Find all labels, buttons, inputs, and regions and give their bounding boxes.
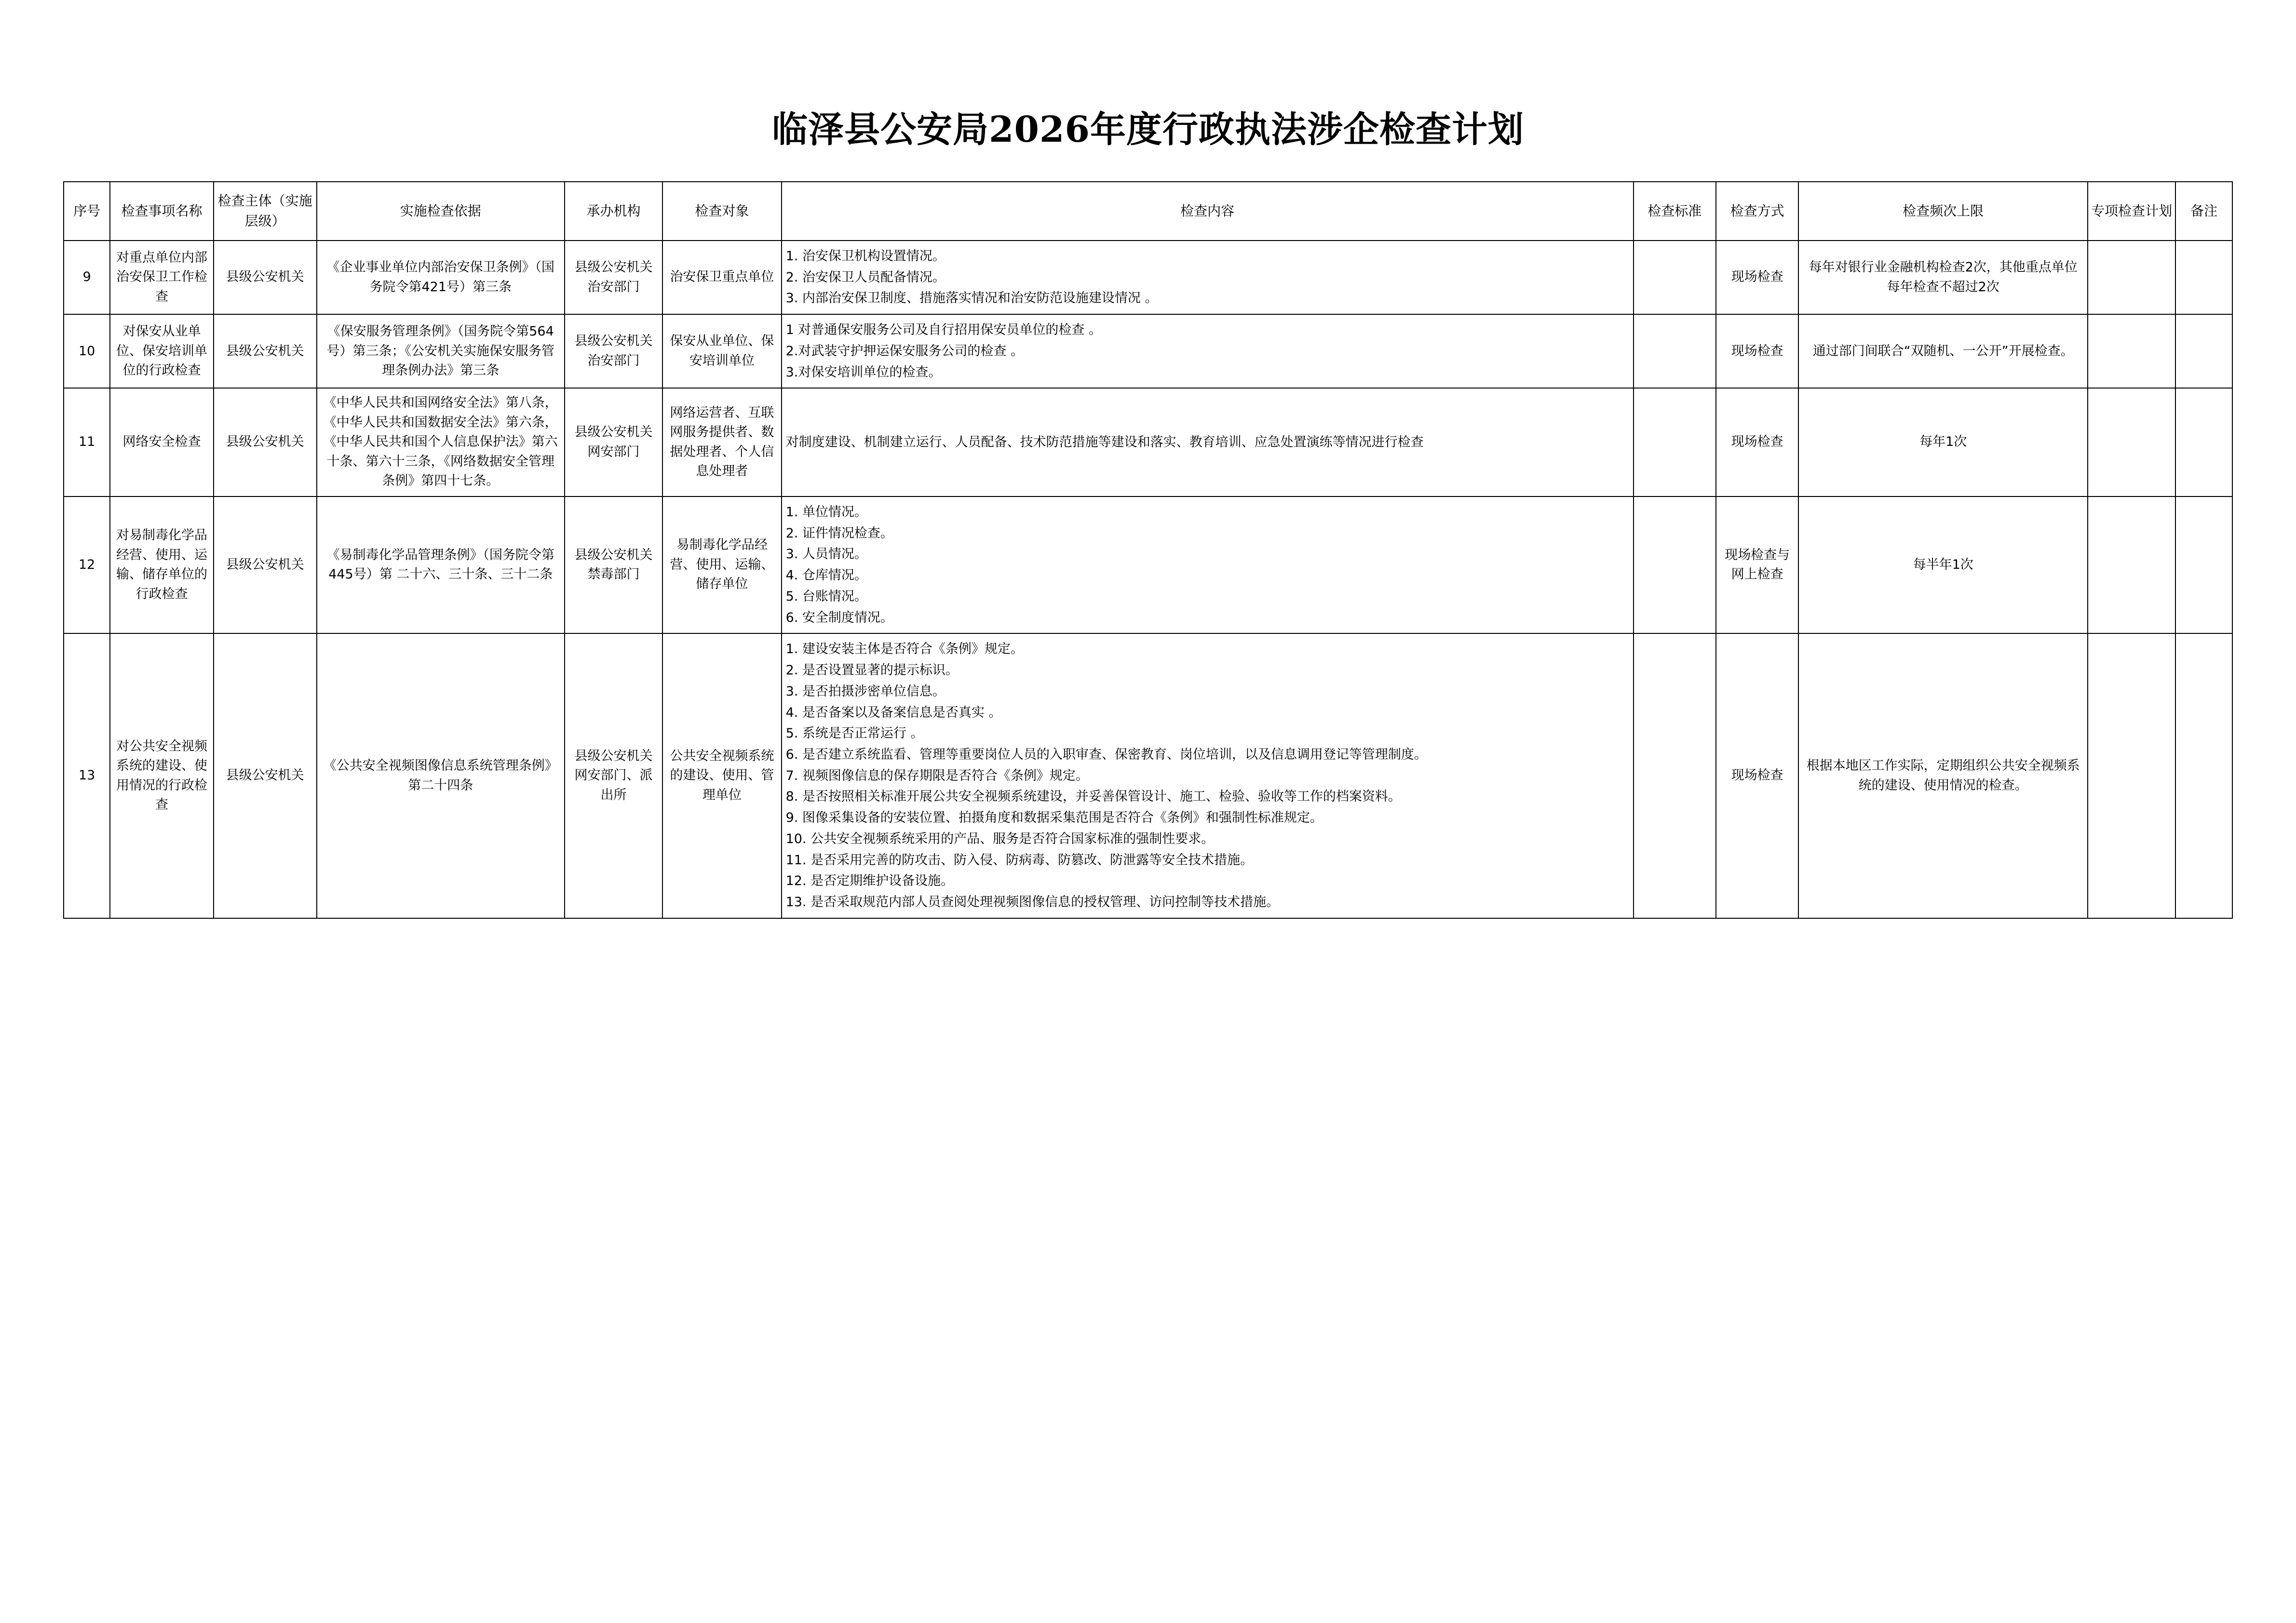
cell-subject: 县级公安机关 [214, 496, 317, 633]
cell-basis: 《公共安全视频图像信息系统管理条例》第二十四条 [317, 633, 565, 918]
table-row [64, 496, 2232, 633]
cell-subject: 县级公安机关 [214, 633, 317, 918]
column-header-subject: 检查主体（实施层级） [214, 182, 317, 241]
cell-method: 现场检查 [1716, 388, 1798, 496]
cell-remark [2175, 633, 2232, 918]
cell-special_plan [2088, 496, 2175, 633]
table-row [64, 241, 2232, 314]
cell-index: 13 [64, 633, 110, 918]
cell-standard [1634, 314, 1716, 388]
cell-index: 12 [64, 496, 110, 633]
cell-frequency: 每半年1次 [1798, 496, 2088, 633]
cell-standard [1634, 633, 1716, 918]
cell-special_plan [2088, 314, 2175, 388]
column-header-index: 序号 [64, 182, 110, 241]
cell-agency: 县级公安机关网安部门 [565, 388, 662, 496]
column-header-special-plan: 专项检查计划 [2088, 182, 2175, 241]
cell-content: 1. 治安保卫机构设置情况。 2. 治安保卫人员配备情况。 3. 内部治安保卫制度、措施落实情况和治安防范设施建设情况 。 [782, 241, 1634, 314]
cell-item_name: 对易制毒化学品经营、使用、运输、储存单位的行政检查 [110, 496, 213, 633]
column-header-remark: 备注 [2175, 182, 2232, 241]
cell-method: 现场检查 [1716, 633, 1798, 918]
cell-special_plan [2088, 241, 2175, 314]
cell-content: 1. 建设安装主体是否符合《条例》规定。 2. 是否设置显著的提示标识。 3. 是否拍摄涉密单位信息。 4. 是否备案以及备案信息是否真实 。 5. 系统是否正常运行 。 6. 是否建立系统监看、管理等重要岗位人员的入职审查、保密教育、岗位培训，以及信息调用登记等管理制度。 7. 视频图像信息的保存期限是否符合《条例》规定。 8. 是否按照相关标准开展公共安全视频系统建设，并妥善保管设计、施工、检验、验收等工作的档案资料。 9. 图像采集设备的安装位置、拍摄角度和数据采集范围是否符合《条例》和强制性标准规定。 10. 公共安全视频系统采用的产品、服务是否符合国家标准的强制性要求。 11. 是否采用完善的防攻击、防入侵、防病毒、防篡改、防泄露等安全技术措施。 12. 是否定期维护设备设施。 13. 是否采取规范内部人员查阅处理视频图像信息的授权管理、访问控制等技术措施。 [782, 633, 1634, 918]
cell-method: 现场检查 [1716, 314, 1798, 388]
cell-method: 现场检查与网上检查 [1716, 496, 1798, 633]
cell-item_name: 对重点单位内部治安保卫工作检查 [110, 241, 213, 314]
cell-subject: 县级公安机关 [214, 314, 317, 388]
cell-basis: 《保安服务管理条例》（国务院令第564号）第三条；《公安机关实施保安服务管理条例办法》第三条 [317, 314, 565, 388]
cell-agency: 县级公安机关治安部门 [565, 241, 662, 314]
cell-target: 网络运营者、互联网服务提供者、数据处理者、个人信息处理者 [662, 388, 781, 496]
cell-frequency: 通过部门间联合“双随机、一公开”开展检查。 [1798, 314, 2088, 388]
column-header-method: 检查方式 [1716, 182, 1798, 241]
cell-remark [2175, 496, 2232, 633]
cell-standard [1634, 388, 1716, 496]
table-row [64, 388, 2232, 496]
cell-basis: 《易制毒化学品管理条例》（国务院令第445号）第 二十六、三十条、三十二条 [317, 496, 565, 633]
cell-agency: 县级公安机关禁毒部门 [565, 496, 662, 633]
cell-content: 1. 单位情况。 2. 证件情况检查。 3. 人员情况。 4. 仓库情况。 5. 台账情况。 6. 安全制度情况。 [782, 496, 1634, 633]
column-header-basis: 实施检查依据 [317, 182, 565, 241]
cell-target: 保安从业单位、保安培训单位 [662, 314, 781, 388]
cell-basis: 《中华人民共和国网络安全法》第八条，《中华人民共和国数据安全法》第六条，《中华人民共和国个人信息保护法》第六十条、第六十三条，《网络数据安全管理条例》第四十七条。 [317, 388, 565, 496]
cell-item_name: 网络安全检查 [110, 388, 213, 496]
cell-special_plan [2088, 388, 2175, 496]
cell-index: 9 [64, 241, 110, 314]
cell-remark [2175, 241, 2232, 314]
column-header-agency: 承办机构 [565, 182, 662, 241]
table-header-row [64, 182, 2232, 241]
column-header-item-name: 检查事项名称 [110, 182, 213, 241]
cell-agency: 县级公安机关治安部门 [565, 314, 662, 388]
cell-item_name: 对公共安全视频系统的建设、使用情况的行政检查 [110, 633, 213, 918]
table-row [64, 314, 2232, 388]
cell-remark [2175, 388, 2232, 496]
page-title: 临泽县公安局2026年度行政执法涉企检查计划 [772, 109, 1524, 150]
table-row [64, 633, 2232, 918]
cell-index: 10 [64, 314, 110, 388]
cell-agency: 县级公安机关网安部门、派出所 [565, 633, 662, 918]
cell-frequency: 根据本地区工作实际，定期组织公共安全视频系统的建设、使用情况的检查。 [1798, 633, 2088, 918]
cell-index: 11 [64, 388, 110, 496]
cell-method: 现场检查 [1716, 241, 1798, 314]
cell-subject: 县级公安机关 [214, 241, 317, 314]
cell-frequency: 每年对银行业金融机构检查2次，其他重点单位每年检查不超过2次 [1798, 241, 2088, 314]
cell-basis: 《企业事业单位内部治安保卫条例》（国务院令第421号）第三条 [317, 241, 565, 314]
cell-frequency: 每年1次 [1798, 388, 2088, 496]
cell-item_name: 对保安从业单位、保安培训单位的行政检查 [110, 314, 213, 388]
column-header-target: 检查对象 [662, 182, 781, 241]
column-header-frequency: 检查频次上限 [1798, 182, 2088, 241]
cell-remark [2175, 314, 2232, 388]
inspection-plan-table [63, 181, 2233, 919]
cell-subject: 县级公安机关 [214, 388, 317, 496]
cell-content: 1 对普通保安服务公司及自行招用保安员单位的检查 。 2.对武装守护押运保安服务公司的检查 。 3.对保安培训单位的检查。 [782, 314, 1634, 388]
cell-target: 公共安全视频系统的建设、使用、管理单位 [662, 633, 781, 918]
cell-content: 对制度建设、机制建立运行、人员配备、技术防范措施等建设和落实、教育培训、应急处置演练等情况进行检查 [782, 388, 1634, 496]
cell-target: 治安保卫重点单位 [662, 241, 781, 314]
cell-target: 易制毒化学品经营、使用、运输、储存单位 [662, 496, 781, 633]
cell-standard [1634, 496, 1716, 633]
cell-standard [1634, 241, 1716, 314]
column-header-content: 检查内容 [782, 182, 1634, 241]
table-body [64, 241, 2232, 918]
cell-special_plan [2088, 633, 2175, 918]
column-header-standard: 检查标准 [1634, 182, 1716, 241]
